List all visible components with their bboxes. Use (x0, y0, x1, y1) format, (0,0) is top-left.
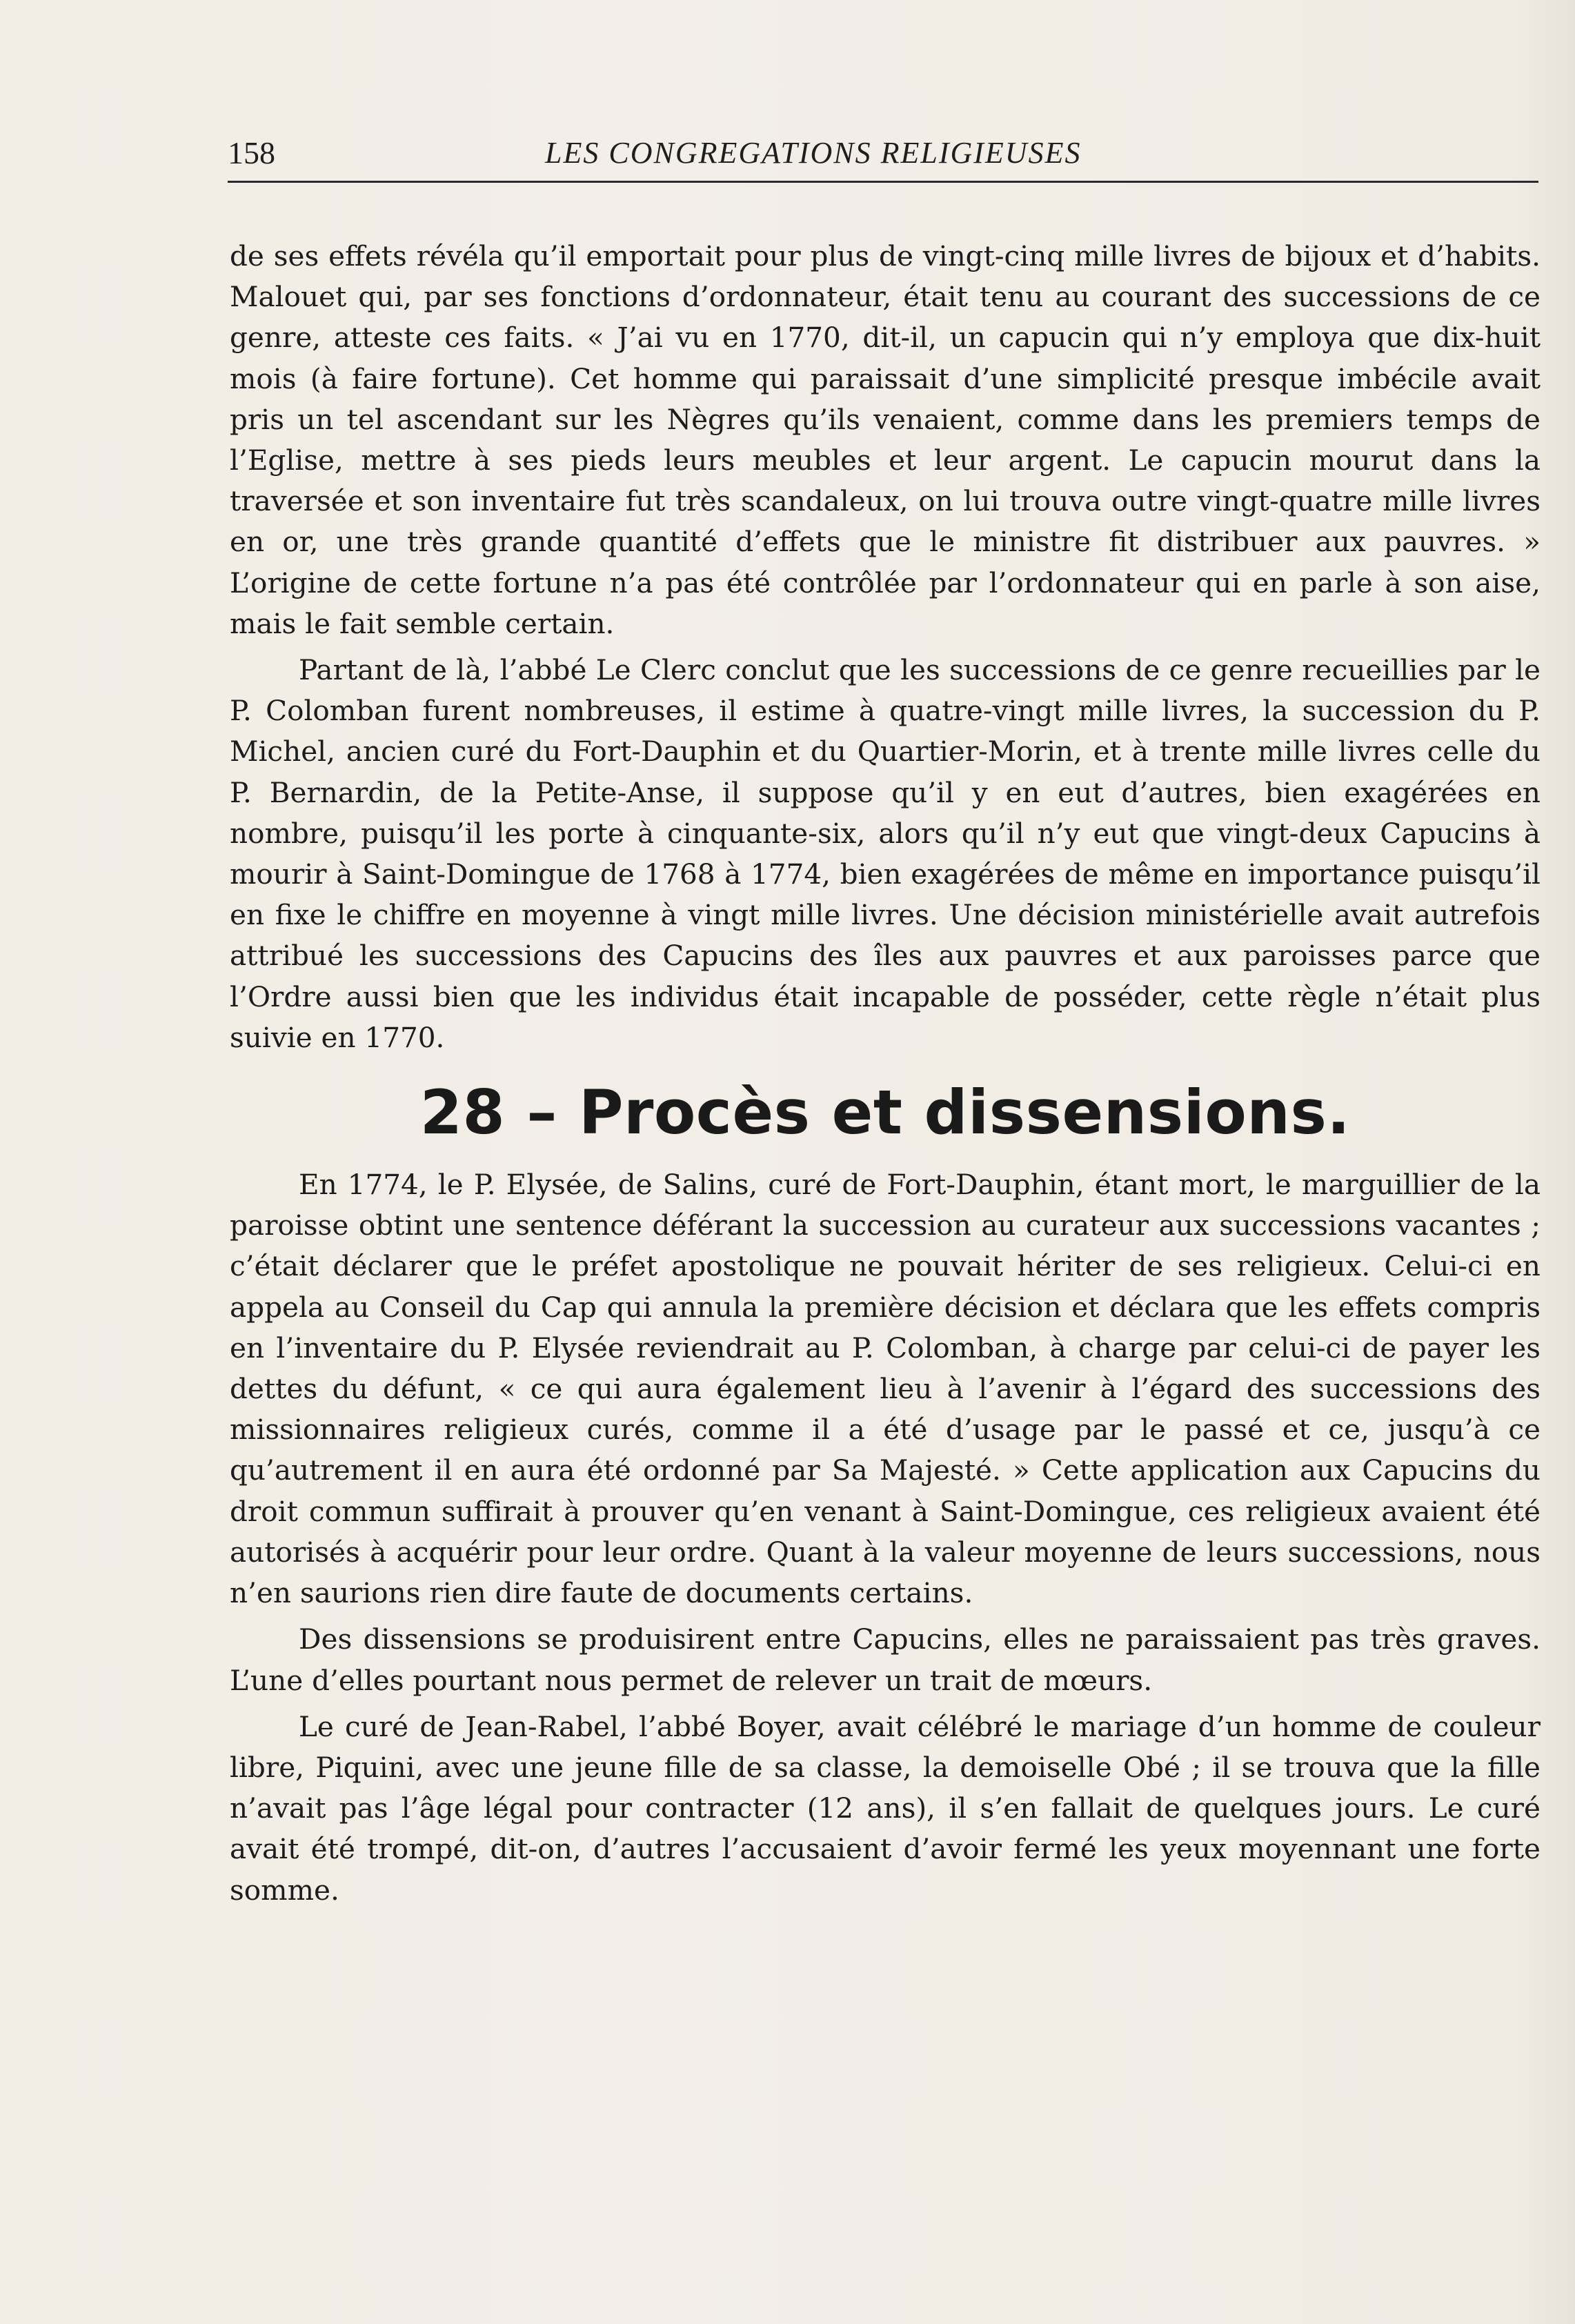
paragraph-1: de ses effets révéla qu’il emportait pour plus de vingt-cinq mille livres de bijoux et d’habits. Malouet qui, par ses fonctions d’ordonnateur, était tenu au courant des successions de ce genre, atteste ces faits. « J’ai vu en 1770, dit-il, un capucin qui n’y employa que dix-huit mois (à faire fortune). Cet homme qui paraissait d’une simplicité presque imbécile avait pris un tel ascendant sur les Nègres qu’ils venaient, comme dans les premiers temps de l’Eglise, mettre à ses pieds leurs meubles et leur argent. Le capucin mourut dans la traversée et son inventaire fut très scandaleux, on lui trouva outre vingt-quatre mille livres en or, une très grande quantité d’effets que le ministre fit distribuer aux pauvres. » L’origine de cette fortune n’a pas été contrôlée par l’ordonnateur qui en parle à son aise, mais le fait semble certain. (230, 239, 1541, 640)
paragraph-2: Partant de là, l’abbé Le Clerc conclut que les successions de ce genre recueillies par le P. Colomban furent nombreuses, il estime à quatre-vingt mille livres, la succession du P. Michel, ancien curé du Fort-Dauphin et du Quartier-Morin, et à trente mille livres celle du P. Bernardin, de la Petite-Anse, il suppose qu’il y en eut d’autres, bien exagérées en nombre, puisqu’il les porte à cinquante-six, alors qu’il n’y eut que vingt-deux Capucins à mourir à Saint-Domingue de 1768 à 1774, bien exagérées de même en importance puisqu’il en fixe le chiffre en moyenne à vingt mille livres. Une décision ministérielle avait autrefois attribué les successions des Capucins des îles aux pauvres et aux paroisses parce que l’Ordre aussi bien que les individus était incapable de posséder, cette règle n’était plus suivie en 1770. (230, 653, 1541, 1054)
running-head (228, 132, 1538, 183)
paragraph-5: Le curé de Jean-Rabel, l’abbé Boyer, avait célébré le mariage d’un homme de couleur libre, Piquini, avec une jeune fille de sa classe, la demoiselle Obé ; il se trouva que la fille n’avait pas l’âge légal pour contracter (12 ans), il s’en fallait de quelques jours. Le curé avait été trompé, dit-on, d’autres l’accusaient d’avoir fermé les yeux moyennant une forte somme. (230, 1709, 1541, 1907)
paragraph-3: En 1774, le P. Elysée, de Salins, curé de Fort-Dauphin, étant mort, le marguillier de la paroisse obtint une sentence déférant la succession au curateur aux successions vacantes ; c’était déclarer que le préfet apostolique ne pouvait hériter de ses religieux. Celui-ci en appela au Conseil du Cap qui annula la première décision et déclara que les effets compris en l’inventaire du P. Elysée reviendrait au P. Colomban, à charge par celui-ci de payer les dettes du défunt, « ce qui aura également lieu à l’avenir à l’égard des successions des missionnaires religieux curés, comme il a été d’usage par le passé et ce, jusqu’à ce qu’autrement il en aura été ordonné par Sa Majesté. » Cette application aux Capucins du droit commun suffirait à prouver qu’en venant à Saint-Domingue, ces religieux avaient été autorisés à acquérir pour leur ordre. Quant à la valeur moyenne de leurs successions, nous n’en saurions rien dire faute de documents certains. (230, 1168, 1541, 1610)
section-title: 28 – Procès et dissensions. (419, 1077, 1351, 1149)
paragraph-4: Des dissensions se produisirent entre Capucins, elles ne paraissaient pas très graves. L’une d’elles pourtant nous permet de relever un trait de mœurs. (230, 1622, 1541, 1697)
running-title: LES CONGREGATIONS RELIGIEUSES (545, 136, 1082, 170)
page-number: 158 (228, 135, 275, 170)
body-text (230, 236, 1541, 1916)
